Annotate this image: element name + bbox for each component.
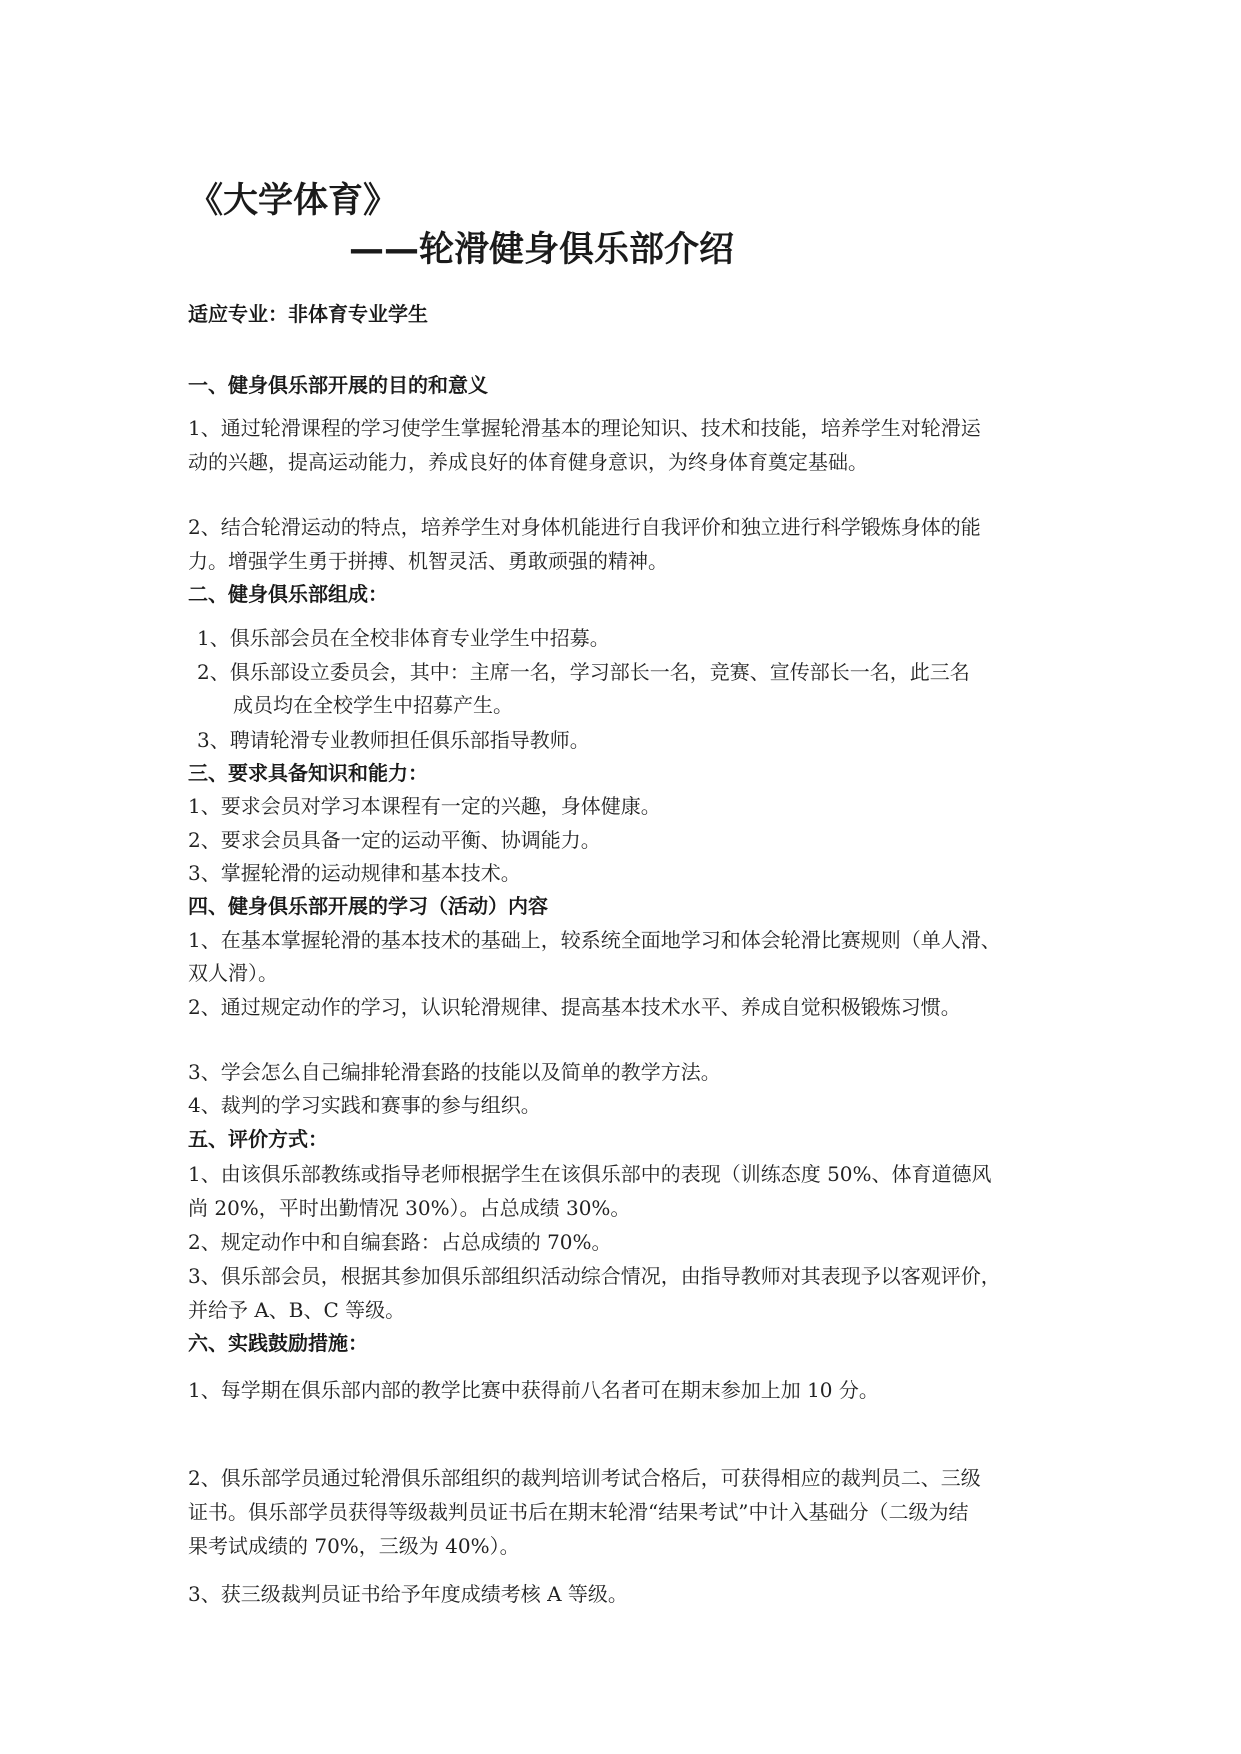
section-3-item-2: 2、要求会员具备一定的运动平衡、协调能力。 bbox=[188, 828, 601, 852]
section-2-item-2-line-2: 成员均在全校学生中招募产生。 bbox=[233, 693, 513, 717]
section-6-item-2-line-3: 果考试成绩的 70%，三级为 40%）。 bbox=[188, 1534, 520, 1558]
section-4-item-1-line-1: 1、在基本掌握轮滑的基本技术的基础上，较系统全面地学习和体会轮滑比赛规则（单人滑、 bbox=[188, 928, 1001, 952]
section-5-item-1-line-1: 1、由该俱乐部教练或指导老师根据学生在该俱乐部中的表现（训练态度 50%、体育道德风 bbox=[188, 1162, 992, 1186]
section-5-item-1-line-2: 尚 20%，平时出勤情况 30%）。占总成绩 30%。 bbox=[188, 1196, 631, 1220]
section-4-item-1-line-2: 双人滑）。 bbox=[188, 961, 278, 985]
section-1-paragraph-2-line-1: 2、结合轮滑运动的特点，培养学生对身体机能进行自我评价和独立进行科学锻炼身体的能 bbox=[188, 515, 981, 539]
section-4-item-3: 3、学会怎么自己编排轮滑套路的技能以及简单的教学方法。 bbox=[188, 1060, 721, 1084]
section-1-heading: 一、健身俱乐部开展的目的和意义 bbox=[188, 373, 488, 397]
section-2-item-2-line-1: 2、俱乐部设立委员会，其中：主席一名，学习部长一名，竞赛、宣传部长一名，此三名 bbox=[197, 660, 970, 684]
section-5-item-2: 2、规定动作中和自编套路：占总成绩的 70%。 bbox=[188, 1230, 612, 1254]
section-4-item-4: 4、裁判的学习实践和赛事的参与组织。 bbox=[188, 1093, 541, 1117]
section-6-item-2-line-2: 证书。俱乐部学员获得等级裁判员证书后在期末轮滑“结果考试”中计入基础分（二级为结 bbox=[188, 1500, 969, 1524]
section-5-heading: 五、评价方式： bbox=[188, 1127, 328, 1151]
section-1-paragraph-1-line-1: 1、通过轮滑课程的学习使学生掌握轮滑基本的理论知识、技术和技能，培养学生对轮滑运 bbox=[188, 416, 981, 440]
section-6-item-1: 1、每学期在俱乐部内部的教学比赛中获得前八名者可在期末参加上加 10 分。 bbox=[188, 1378, 879, 1402]
section-6-heading: 六、实践鼓励措施： bbox=[188, 1331, 368, 1355]
section-3-item-1: 1、要求会员对学习本课程有一定的兴趣，身体健康。 bbox=[188, 794, 661, 818]
section-2-item-3: 3、聘请轮滑专业教师担任俱乐部指导教师。 bbox=[197, 728, 590, 752]
section-3-item-3: 3、掌握轮滑的运动规律和基本技术。 bbox=[188, 861, 521, 885]
applicable-major: 适应专业：非体育专业学生 bbox=[188, 302, 428, 326]
document-title: 《大学体育》 bbox=[188, 181, 399, 221]
section-2-item-1: 1、俱乐部会员在全校非体育专业学生中招募。 bbox=[197, 626, 610, 650]
section-1-paragraph-1-line-2: 动的兴趣，提高运动能力，养成良好的体育健身意识，为终身体育奠定基础。 bbox=[188, 450, 868, 474]
section-3-heading: 三、要求具备知识和能力： bbox=[188, 761, 428, 785]
section-6-item-3: 3、获三级裁判员证书给予年度成绩考核 A 等级。 bbox=[188, 1582, 628, 1606]
section-1-paragraph-2-line-2: 力。增强学生勇于拼搏、机智灵活、勇敢顽强的精神。 bbox=[188, 549, 668, 573]
section-4-item-2: 2、通过规定动作的学习，认识轮滑规律、提高基本技术水平、养成自觉积极锻炼习惯。 bbox=[188, 995, 961, 1019]
section-6-item-2-line-1: 2、俱乐部学员通过轮滑俱乐部组织的裁判培训考试合格后，可获得相应的裁判员二、三级 bbox=[188, 1466, 981, 1490]
section-5-item-3-line-2: 并给予 A、B、C 等级。 bbox=[188, 1298, 406, 1322]
section-4-heading: 四、健身俱乐部开展的学习（活动）内容 bbox=[188, 894, 548, 918]
section-5-item-3-line-1: 3、俱乐部会员，根据其参加俱乐部组织活动综合情况，由指导教师对其表现予以客观评价， bbox=[188, 1264, 1001, 1288]
document-subtitle: ——轮滑健身俱乐部介绍 bbox=[349, 230, 735, 270]
section-2-heading: 二、健身俱乐部组成： bbox=[188, 582, 388, 606]
